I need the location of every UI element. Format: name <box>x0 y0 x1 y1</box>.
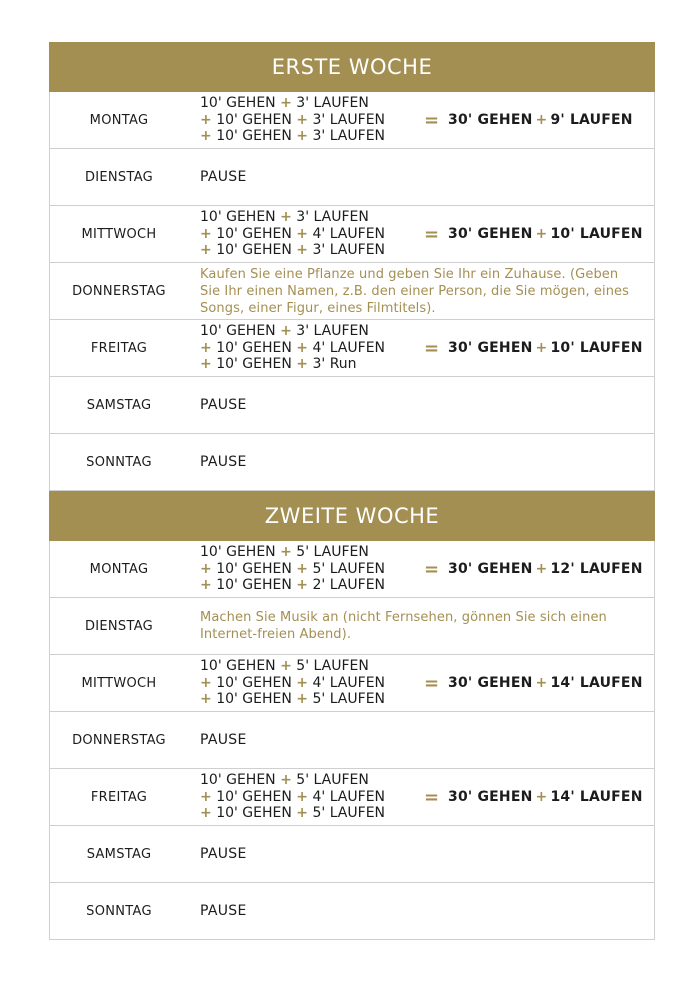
day-row <box>49 712 655 769</box>
day-content <box>188 454 654 470</box>
summary-walk: 30' GEHEN <box>448 789 533 805</box>
walk-segment: 10' GEHEN <box>216 225 292 242</box>
run-segment: 3' LAUFEN <box>296 323 369 340</box>
plus-icon: + <box>200 356 212 373</box>
workout-summary <box>448 226 643 242</box>
workout-lines <box>200 209 424 259</box>
plus-icon: + <box>296 339 309 356</box>
plus-icon: + <box>280 772 292 789</box>
day-row <box>49 655 655 712</box>
day-content <box>188 169 654 185</box>
day-content <box>188 397 654 413</box>
plus-icon: + <box>280 95 292 112</box>
workout-lines <box>200 323 424 373</box>
run-segment: 5' LAUFEN <box>312 805 386 822</box>
workout-lines <box>200 772 424 822</box>
workout-line <box>200 658 424 675</box>
equals-icon: = <box>424 558 440 580</box>
plus-icon: + <box>200 805 212 822</box>
plus-icon: + <box>296 560 309 577</box>
workout-line <box>200 805 424 822</box>
workout-summary <box>448 340 643 356</box>
day-row <box>49 92 655 149</box>
summary-walk: 30' GEHEN <box>448 340 533 356</box>
plus-icon: + <box>535 112 548 128</box>
run-segment: 3' LAUFEN <box>312 111 386 128</box>
day-label: MITTWOCH <box>81 226 157 242</box>
summary-walk: 30' GEHEN <box>448 561 533 577</box>
plus-icon: + <box>200 674 212 691</box>
walk-segment: 10' GEHEN <box>216 577 292 594</box>
run-segment: 5' LAUFEN <box>312 560 386 577</box>
day-note: Kaufen Sie eine Pflanze und geben Sie Ihr ein Zuhause. (Geben Sie Ihr einen Namen, z.B. den einer Person, die Sie mögen, eines Songs, einer Figur, eines Filmtitels). <box>200 266 630 316</box>
workout-line <box>200 561 424 578</box>
training-plan <box>49 42 655 940</box>
run-segment: 4' LAUFEN <box>312 788 386 805</box>
plus-icon: + <box>200 577 212 594</box>
pause-text: PAUSE <box>200 454 247 470</box>
summary-run: 14' LAUFEN <box>550 675 643 691</box>
plus-icon: + <box>296 691 309 708</box>
day-label: MITTWOCH <box>81 675 157 691</box>
walk-segment: 10' GEHEN <box>216 788 292 805</box>
plus-icon: + <box>296 242 309 259</box>
workout-line <box>200 209 424 226</box>
run-segment: 5' LAUFEN <box>296 772 369 789</box>
equals-icon: = <box>424 337 440 359</box>
equals-icon: = <box>424 672 440 694</box>
workout-line <box>200 789 424 806</box>
walk-segment: 10' GEHEN <box>216 128 292 145</box>
day-label: FREITAG <box>90 340 148 356</box>
plus-icon: + <box>200 560 212 577</box>
plus-icon: + <box>296 788 309 805</box>
pause-text: PAUSE <box>200 169 247 185</box>
run-segment: 3' LAUFEN <box>312 128 386 145</box>
walk-segment: 10' GEHEN <box>200 323 276 340</box>
day-row <box>49 149 655 206</box>
day-row <box>49 263 655 320</box>
plus-icon: + <box>280 658 292 675</box>
equals-icon: = <box>424 109 440 131</box>
workout-lines <box>200 658 424 708</box>
day-label: SONNTAG <box>86 454 152 470</box>
walk-segment: 10' GEHEN <box>216 111 292 128</box>
equals-icon: = <box>424 786 440 808</box>
pause-text: PAUSE <box>200 903 247 919</box>
day-label: SONNTAG <box>86 903 152 919</box>
walk-segment: 10' GEHEN <box>216 356 292 373</box>
pause-text: PAUSE <box>200 397 247 413</box>
plus-icon: + <box>535 675 548 691</box>
workout-line <box>200 112 424 129</box>
day-label: MONTAG <box>89 112 149 128</box>
plus-icon: + <box>200 788 212 805</box>
day-content <box>188 772 654 822</box>
week-header-1: ERSTE WOCHE <box>49 42 655 92</box>
pause-text: PAUSE <box>200 846 247 862</box>
day-content <box>188 903 654 919</box>
run-segment: 3' LAUFEN <box>312 242 386 259</box>
day-row <box>49 206 655 263</box>
equals-icon: = <box>424 223 440 245</box>
walk-segment: 10' GEHEN <box>200 209 276 226</box>
workout-line <box>200 544 424 561</box>
run-segment: 3' LAUFEN <box>296 209 369 226</box>
run-segment: 5' LAUFEN <box>296 658 369 675</box>
week-header-2: ZWEITE WOCHE <box>49 491 655 541</box>
day-label: DIENSTAG <box>84 169 154 185</box>
day-content <box>188 846 654 862</box>
walk-segment: 10' GEHEN <box>200 658 276 675</box>
day-row <box>49 826 655 883</box>
run-segment: 3' LAUFEN <box>296 95 369 112</box>
plus-icon: + <box>296 805 309 822</box>
workout-line <box>200 675 424 692</box>
workout-line <box>200 323 424 340</box>
workout-line <box>200 691 424 708</box>
day-content <box>188 266 654 317</box>
workout-line <box>200 226 424 243</box>
workout-summary <box>448 675 643 691</box>
walk-segment: 10' GEHEN <box>216 674 292 691</box>
run-segment: 3' Run <box>312 356 357 373</box>
run-segment: 5' LAUFEN <box>296 544 369 561</box>
walk-segment: 10' GEHEN <box>216 560 292 577</box>
day-label: DONNERSTAG <box>72 732 166 748</box>
day-label: DONNERSTAG <box>72 283 166 299</box>
day-row <box>49 434 655 491</box>
walk-segment: 10' GEHEN <box>216 691 292 708</box>
day-row <box>49 541 655 598</box>
plus-icon: + <box>296 128 309 145</box>
summary-walk: 30' GEHEN <box>448 675 533 691</box>
summary-run: 14' LAUFEN <box>550 789 643 805</box>
workout-line <box>200 356 424 373</box>
summary-walk: 30' GEHEN <box>448 226 533 242</box>
run-segment: 4' LAUFEN <box>312 225 386 242</box>
day-content <box>188 609 654 643</box>
walk-segment: 10' GEHEN <box>200 95 276 112</box>
workout-lines <box>200 544 424 594</box>
plus-icon: + <box>200 111 212 128</box>
plus-icon: + <box>280 544 292 561</box>
summary-run: 10' LAUFEN <box>550 340 643 356</box>
plus-icon: + <box>200 225 212 242</box>
day-label: MONTAG <box>89 561 149 577</box>
day-row <box>49 377 655 434</box>
run-segment: 4' LAUFEN <box>312 339 386 356</box>
walk-segment: 10' GEHEN <box>216 242 292 259</box>
walk-segment: 10' GEHEN <box>200 772 276 789</box>
workout-lines <box>200 95 424 145</box>
day-label: FREITAG <box>90 789 148 805</box>
workout-line <box>200 340 424 357</box>
walk-segment: 10' GEHEN <box>216 805 292 822</box>
day-row <box>49 883 655 940</box>
workout-line <box>200 772 424 789</box>
workout-summary <box>448 561 643 577</box>
day-content <box>188 544 654 594</box>
run-segment: 2' LAUFEN <box>312 577 386 594</box>
summary-walk: 30' GEHEN <box>448 112 533 128</box>
plus-icon: + <box>296 356 309 373</box>
day-note: Machen Sie Musik an (nicht Fernsehen, gönnen Sie sich einen Internet-freien Abend). <box>200 610 607 642</box>
day-content <box>188 209 654 259</box>
day-content <box>188 732 654 748</box>
day-content <box>188 658 654 708</box>
plus-icon: + <box>200 339 212 356</box>
run-segment: 4' LAUFEN <box>312 674 386 691</box>
day-label: SAMSTAG <box>86 397 152 413</box>
week-1-rows <box>49 92 655 491</box>
plus-icon: + <box>535 340 548 356</box>
day-row <box>49 769 655 826</box>
day-content <box>188 323 654 373</box>
plus-icon: + <box>535 226 548 242</box>
plus-icon: + <box>296 674 309 691</box>
walk-segment: 10' GEHEN <box>216 339 292 356</box>
plus-icon: + <box>296 577 309 594</box>
day-label: DIENSTAG <box>84 618 154 634</box>
summary-run: 12' LAUFEN <box>550 561 643 577</box>
summary-run: 10' LAUFEN <box>550 226 643 242</box>
week-2-rows <box>49 541 655 940</box>
workout-line <box>200 95 424 112</box>
workout-summary <box>448 112 633 128</box>
plus-icon: + <box>200 128 212 145</box>
plus-icon: + <box>296 225 309 242</box>
plus-icon: + <box>200 691 212 708</box>
workout-line <box>200 577 424 594</box>
plus-icon: + <box>200 242 212 259</box>
plus-icon: + <box>296 111 309 128</box>
workout-summary <box>448 789 643 805</box>
summary-run: 9' LAUFEN <box>550 112 633 128</box>
plus-icon: + <box>535 561 548 577</box>
workout-line <box>200 242 424 259</box>
workout-line <box>200 128 424 145</box>
walk-segment: 10' GEHEN <box>200 544 276 561</box>
plus-icon: + <box>280 323 292 340</box>
day-content <box>188 95 654 145</box>
day-row <box>49 320 655 377</box>
run-segment: 5' LAUFEN <box>312 691 386 708</box>
day-label: SAMSTAG <box>86 846 152 862</box>
plus-icon: + <box>535 789 548 805</box>
day-row <box>49 598 655 655</box>
plus-icon: + <box>280 209 292 226</box>
pause-text: PAUSE <box>200 732 247 748</box>
